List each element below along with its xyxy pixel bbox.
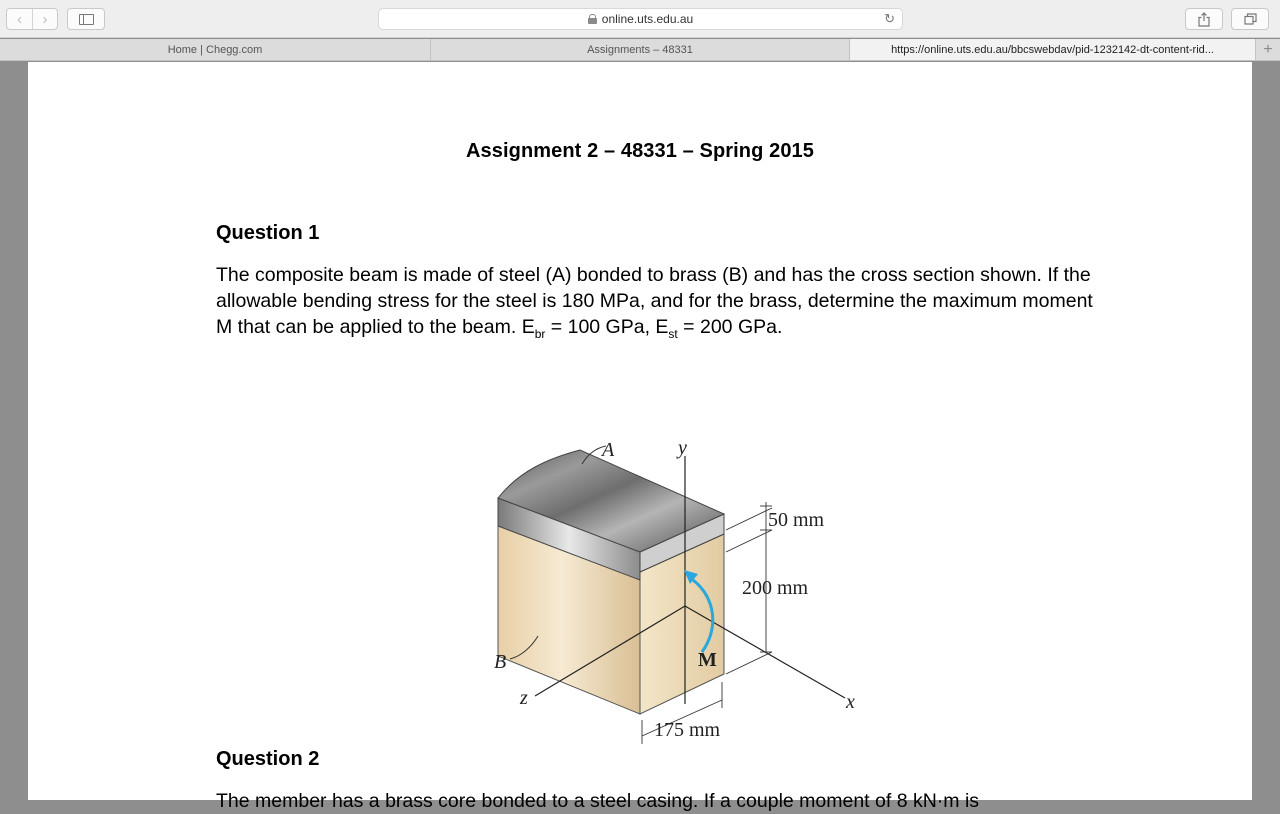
question1-text-part: = 100 GPa, E xyxy=(545,316,669,338)
share-icon xyxy=(1198,12,1210,27)
question1-text xyxy=(216,262,1096,347)
question1-heading: Question 1 xyxy=(216,222,320,244)
tab-label: Assignments – 48331 xyxy=(587,43,693,56)
address-text: online.uts.edu.au xyxy=(601,12,694,26)
label-beam-height: 200 mm xyxy=(742,577,809,599)
lock-icon xyxy=(588,14,597,24)
tab-pdf[interactable] xyxy=(850,39,1256,60)
tabs-overview-button[interactable] xyxy=(1231,8,1269,30)
sidebar-icon xyxy=(79,14,94,25)
tab-chegg[interactable] xyxy=(0,39,431,60)
dimension-line xyxy=(726,508,772,530)
tabs-overview-icon xyxy=(1244,13,1257,25)
sidebar-button[interactable] xyxy=(67,8,105,30)
label-z: z xyxy=(520,687,528,709)
label-b: B xyxy=(494,651,507,673)
chevron-right-icon: › xyxy=(42,10,48,28)
label-x: x xyxy=(846,691,855,713)
subscript-br: br xyxy=(534,326,546,341)
label-beam-width: 175 mm xyxy=(654,719,721,741)
label-a: A xyxy=(602,439,615,461)
browser-toolbar xyxy=(0,0,1280,38)
document-title: Assignment 2 – 48331 – Spring 2015 xyxy=(465,140,814,162)
new-tab-button[interactable] xyxy=(1256,39,1280,60)
tab-bar xyxy=(0,39,1280,61)
question1-text-part: = 200 GPa. xyxy=(677,316,783,338)
label-y: y xyxy=(678,437,687,459)
label-moment: M xyxy=(698,649,717,671)
dimension-line xyxy=(726,530,772,552)
composite-beam-figure xyxy=(460,374,880,741)
question1-text-part: The composite beam is made of steel (A) bonded to brass (B) and has the cross section shown. If the allowable bending stress for the steel is 180 MPa, and for the brass, determine the maximum moment M that can be applied to the beam. E xyxy=(216,264,1093,338)
tab-label: https://online.uts.edu.au/bbcswebdav/pid-1232142-dt-content-rid... xyxy=(891,43,1214,56)
question2-heading: Question 2 xyxy=(216,748,320,770)
label-steel-thickness: 50 mm xyxy=(768,509,825,531)
address-bar[interactable] xyxy=(378,8,903,30)
dimension-line xyxy=(726,652,772,674)
document-page xyxy=(28,62,1252,812)
reload-icon[interactable]: ↻ xyxy=(884,11,895,26)
question2-text: The member has a brass core bonded to a steel casing. If a couple moment of 8 kN·m is xyxy=(216,790,980,812)
beam-diagram xyxy=(460,374,880,741)
tab-assignments[interactable] xyxy=(431,39,850,60)
chevron-left-icon: ‹ xyxy=(16,10,22,28)
forward-button[interactable] xyxy=(32,9,57,29)
back-button[interactable] xyxy=(7,9,32,29)
share-button[interactable] xyxy=(1185,8,1223,30)
navigation-buttons xyxy=(6,8,58,30)
tab-label: Home | Chegg.com xyxy=(167,43,263,56)
plus-icon: + xyxy=(1263,40,1273,58)
subscript-st: st xyxy=(668,326,678,341)
